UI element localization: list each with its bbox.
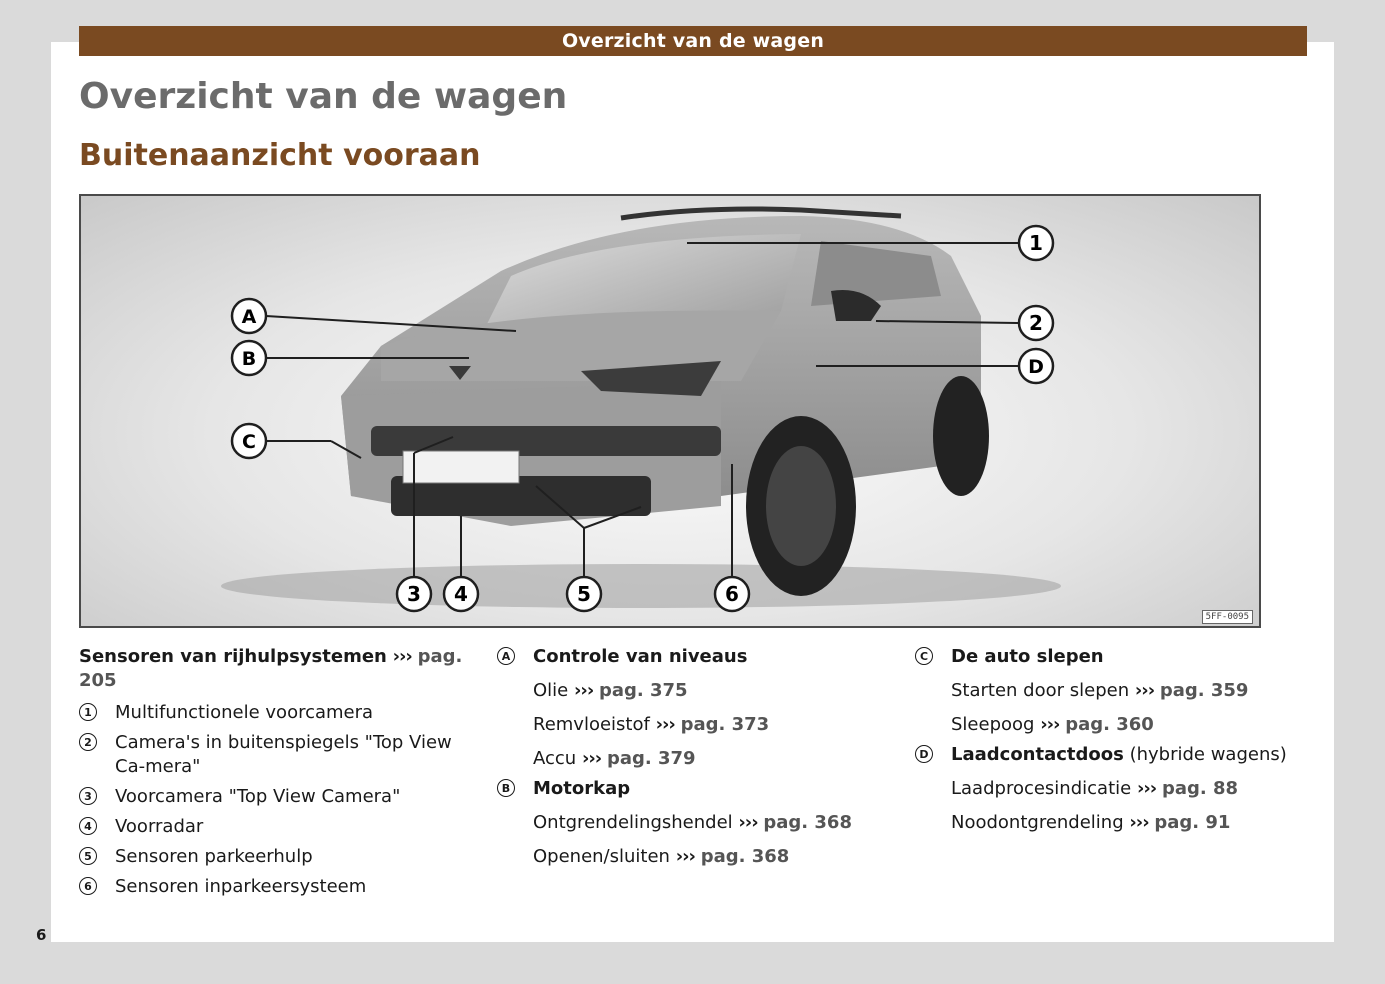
callout-d-label: D <box>1028 356 1044 378</box>
section-marker-b: B <box>497 779 515 797</box>
reference-line <box>915 777 1315 801</box>
page-title: Overzicht van de wagen <box>79 76 568 117</box>
reference-text: Accu <box>533 748 577 769</box>
towing-charging-column <box>915 645 1315 841</box>
reference-line <box>497 811 897 835</box>
sensor-item-number: 5 <box>79 847 97 865</box>
reference-line <box>915 679 1315 703</box>
callout-4-label: 4 <box>454 582 468 606</box>
callout-3-label: 3 <box>407 582 421 606</box>
callout-b-label: B <box>241 348 257 370</box>
section-marker-d: D <box>915 745 933 763</box>
callout-5 <box>567 577 601 611</box>
chapter-header-bar <box>79 26 1307 56</box>
reference-arrows: ››› <box>1136 778 1157 799</box>
reference-arrows: ››› <box>1129 812 1149 833</box>
car-illustration <box>81 196 1259 626</box>
callout-5-label: 5 <box>577 582 591 606</box>
section-title-d: Laadcontactdoos <box>951 744 1124 765</box>
callout-a-label: A <box>241 306 257 328</box>
sensor-item-number: 1 <box>79 703 97 721</box>
license-plate <box>403 451 519 483</box>
reference-page-link[interactable]: pag. 359 <box>1159 680 1249 701</box>
callout-2-label: 2 <box>1029 311 1043 335</box>
reference-text: Noodontgrendeling <box>951 812 1124 833</box>
reference-line <box>915 811 1315 835</box>
section-title-a: Controle van niveaus <box>533 646 748 667</box>
reference-line <box>497 713 897 737</box>
sensor-item-text: Camera's in buitenspiegels "Top View Ca-mera" <box>115 732 452 777</box>
reference-arrows: ››› <box>581 748 602 769</box>
reference-text: Ontgrendelingshendel <box>533 812 733 833</box>
sensors-heading-row <box>79 645 479 693</box>
reference-arrows: ››› <box>675 846 695 867</box>
reference-page-link[interactable]: pag. 91 <box>1154 812 1231 833</box>
page-number: 6 <box>36 926 47 944</box>
callout-6 <box>715 577 749 611</box>
reference-text: Laadprocesindicatie <box>951 778 1132 799</box>
section-heading-a <box>497 645 897 669</box>
reference-page-link[interactable]: pag. 375 <box>598 680 688 701</box>
callout-c <box>232 424 266 458</box>
reference-page-link[interactable]: pag. 368 <box>700 846 790 867</box>
sensor-item-text: Voorcamera "Top View Camera" <box>115 786 401 807</box>
sensor-item-text: Sensoren inparkeersysteem <box>115 876 367 897</box>
sensor-item <box>79 815 479 839</box>
sensor-item-text: Voorradar <box>115 816 204 837</box>
reference-line <box>497 679 897 703</box>
roof-rail <box>621 209 901 218</box>
sensors-ref-arrows: ››› <box>392 646 412 667</box>
callout-3 <box>397 577 431 611</box>
reference-page-link[interactable]: pag. 373 <box>680 714 770 735</box>
reference-arrows: ››› <box>573 680 594 701</box>
sensor-item-number: 3 <box>79 787 97 805</box>
section-title-d-suffix: (hybride wagens) <box>1123 744 1287 765</box>
callout-4 <box>444 577 478 611</box>
sensor-item <box>79 731 479 779</box>
front-rim <box>766 446 836 566</box>
reference-page-link[interactable]: pag. 368 <box>763 812 852 833</box>
reference-page-link[interactable]: pag. 88 <box>1161 778 1239 799</box>
rear-wheel <box>933 376 989 496</box>
reference-page-link[interactable]: pag. 360 <box>1065 714 1154 735</box>
section-marker-a: A <box>497 647 515 665</box>
reference-text: Openen/sluiten <box>533 846 670 867</box>
reference-text: Starten door slepen <box>951 680 1130 701</box>
reference-line <box>915 713 1315 737</box>
callout-2 <box>1019 306 1053 340</box>
reference-text: Remvloeistof <box>533 714 650 735</box>
sensor-item <box>79 845 479 869</box>
callout-a <box>232 299 266 333</box>
sensor-item-number: 6 <box>79 877 97 895</box>
sensors-page-ref[interactable]: pag. 205 <box>79 646 463 691</box>
reference-arrows: ››› <box>1134 680 1155 701</box>
sensor-item-text: Multifunctionele voorcamera <box>115 702 374 723</box>
sensors-column <box>79 645 479 905</box>
callout-1-label: 1 <box>1029 231 1043 255</box>
reference-line <box>497 747 897 771</box>
section-title-b: Motorkap <box>533 778 631 799</box>
reference-arrows: ››› <box>1040 714 1060 735</box>
sensor-item-number: 2 <box>79 733 97 751</box>
sensor-item <box>79 701 479 725</box>
callout-b <box>232 341 266 375</box>
figure-code: 5FF-0095 <box>1202 610 1253 624</box>
section-marker-c: C <box>915 647 933 665</box>
car-front-view-figure <box>79 194 1261 628</box>
sensor-item-number: 4 <box>79 817 97 835</box>
reference-page-link[interactable]: pag. 379 <box>606 748 696 769</box>
sensor-item <box>79 785 479 809</box>
chapter-header-text: Overzicht van de wagen <box>561 30 825 52</box>
reference-arrows: ››› <box>738 812 758 833</box>
section-title-c: De auto slepen <box>951 646 1104 667</box>
sensor-item-text: Sensoren parkeerhulp <box>115 846 313 867</box>
sensor-item <box>79 875 479 899</box>
callout-6-label: 6 <box>725 582 739 606</box>
callout-c-label: C <box>242 431 256 453</box>
section-heading-b <box>497 777 897 801</box>
reference-line <box>497 845 897 869</box>
section-heading-d <box>915 743 1315 767</box>
reference-text: Olie <box>533 680 569 701</box>
checks-hood-column <box>497 645 897 875</box>
reference-text: Sleepoog <box>951 714 1035 735</box>
section-heading-c <box>915 645 1315 669</box>
sensors-heading: Sensoren van rijhulpsystemen <box>79 646 387 667</box>
callout-d <box>1019 349 1053 383</box>
car-shadow <box>221 564 1061 608</box>
section-subtitle: Buitenaanzicht vooraan <box>79 138 481 173</box>
reference-arrows: ››› <box>655 714 675 735</box>
callout-1 <box>1019 226 1053 260</box>
